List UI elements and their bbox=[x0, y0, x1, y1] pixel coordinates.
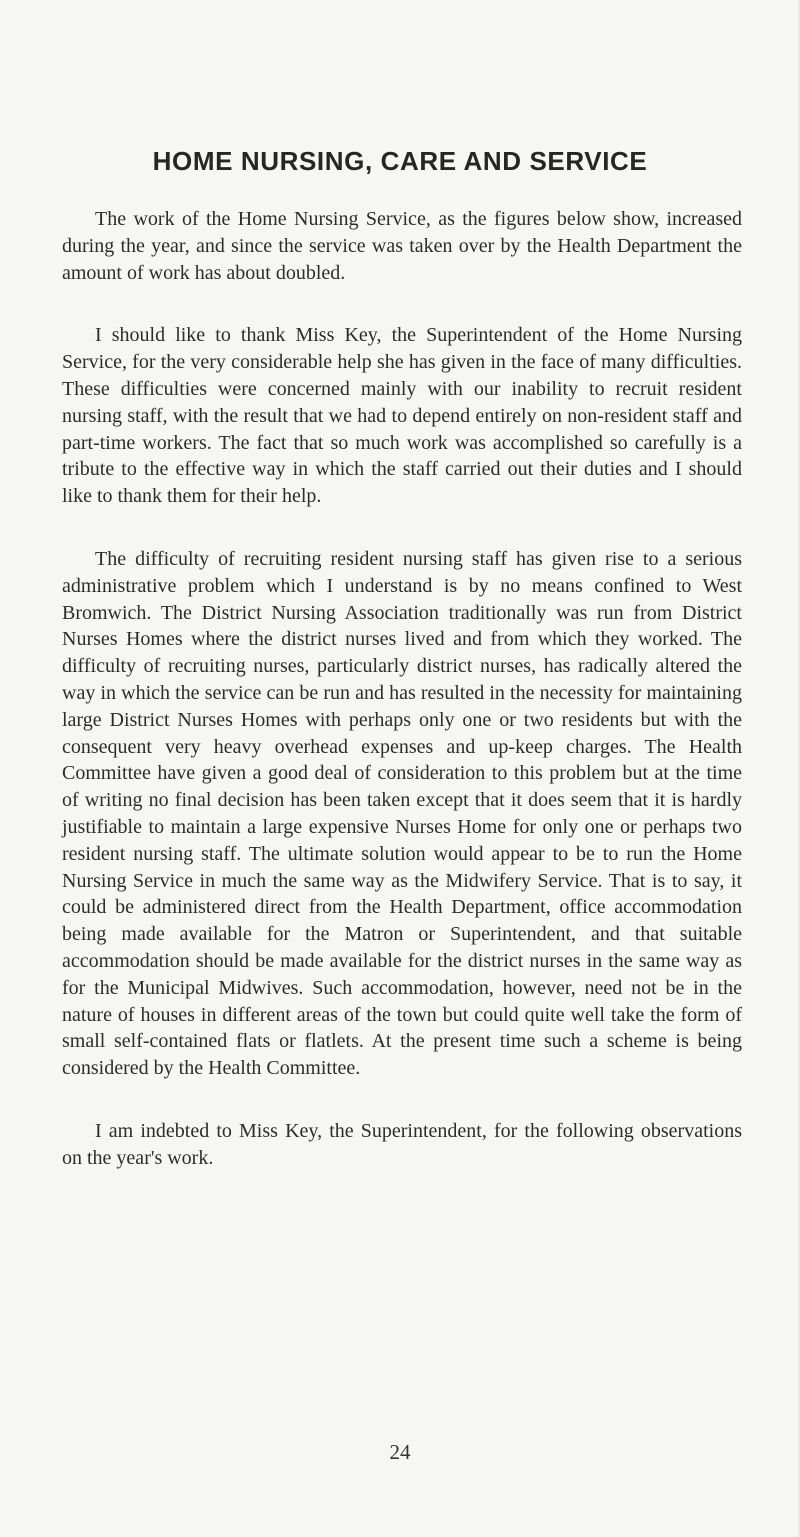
page-number: 24 bbox=[389, 1440, 411, 1464]
page-title: HOME NURSING, CARE AND SERVICE bbox=[152, 146, 648, 176]
paragraph-1: The work of the Home Nursing Service, as the figures below show, increased during the year, and since the service was taken over by the Health Department the amount of work has about doubled. bbox=[62, 208, 742, 284]
paragraph-4: I am indebted to Miss Key, the Superintendent, for the following observations on the year's work. bbox=[62, 1119, 742, 1169]
paragraph-3: The difficulty of recruiting resident nursing staff has given rise to a serious administrative problem which I understand is by no means confined to West Bromwich. The District Nursing Association traditionally was run from District Nurses Homes where the district nurses lived and from which they worked. The difficulty of recruiting nurses, particularly district nurses, has radically altered the way in which the service can be run and has resulted in the necessity for maintaining large District Nurses Homes with perhaps only one or two residents but with the consequent very heavy overhead expenses and up-keep charges. The Health Committee have given a good deal of consideration to this problem but at the time of writing no final decision has been taken except that it does seem that it is hardly justifiable to maintain a large expensive Nurses Home for only one or perhaps two resident nursing staff. The ultimate solution would appear to be to run the Home Nursing Service in much the same way as the Midwifery Service. That is to say, it could be administered direct from the Health Department, office accommodation being made available for the Matron or Superintendent, and that suitable accommodation should be made available for the district nurses in the same way as for the Municipal Midwives. Such accommodation, however, need not be in the nature of houses in different areas of the town but could quite well take the form of small self-contained flats or flatlets. At the present time such a scheme is being considered by the Health Committee. bbox=[62, 547, 742, 1080]
body-text bbox=[62, 206, 742, 1208]
paragraph-2: I should like to thank Miss Key, the Superintendent of the Home Nursing Service, for the very considerable help she has given in the face of many difficulties. These difficulties were concerned mainly with our inability to recruit resident nursing staff, with the result that we had to depend entirely on non-resident staff and part-time workers. The fact that so much work was accomplished so carefully is a tribute to the effective way in which the staff carried out their duties and I should like to thank them for their help. bbox=[62, 324, 742, 508]
